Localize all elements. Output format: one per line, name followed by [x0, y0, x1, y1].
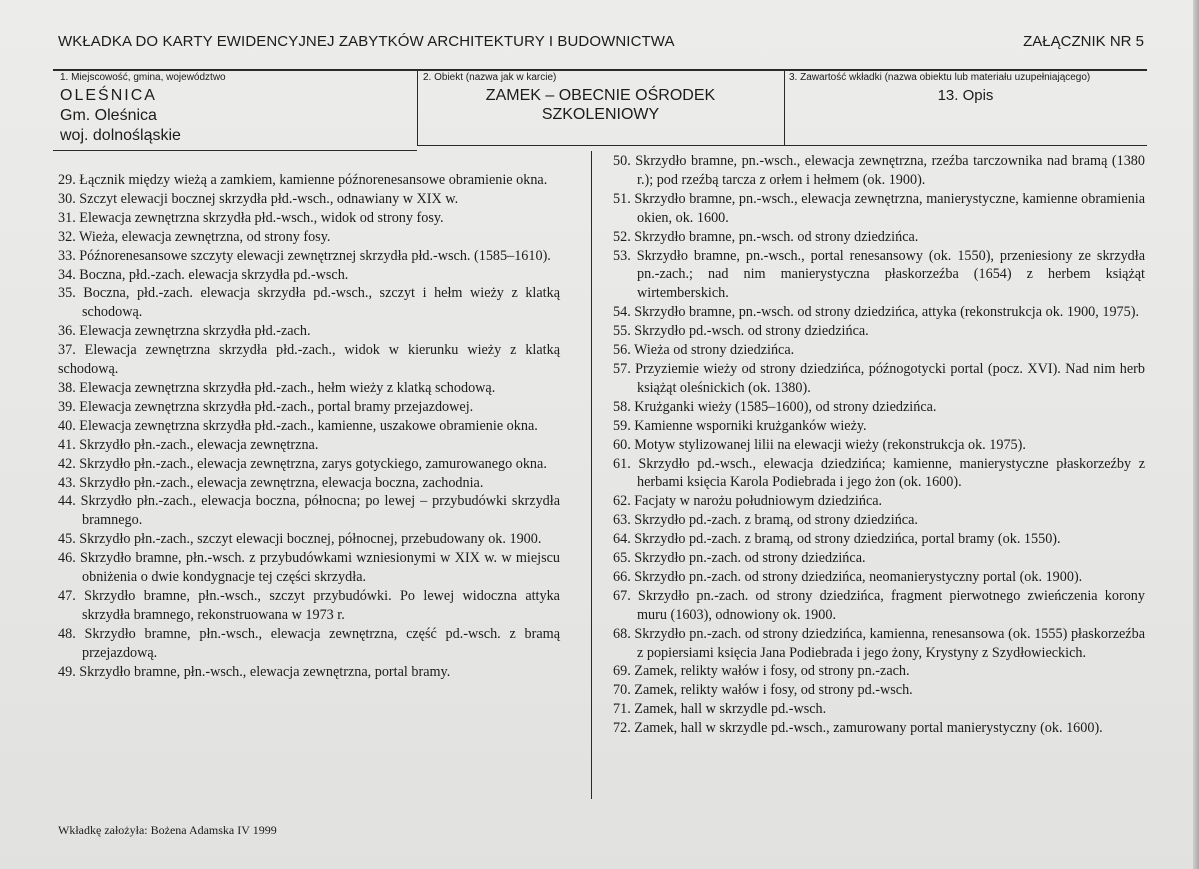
author-note: Wkładkę założyła: Bożena Adamska IV 1999: [58, 823, 277, 837]
header-top-rule: [53, 69, 1147, 71]
list-item: 72. Zamek, hall w skrzydle pd.-wsch., zamurowany portal manierystyczny (ok. 1600).: [613, 720, 1103, 737]
object-name-line2: SZKOLENIOWY: [541, 106, 660, 123]
list-item: 45. Skrzydło płn.-zach., szczyt elewacji bocznej, północnej, przebudowany ok. 1900.: [58, 531, 542, 548]
list-item: 63. Skrzydło pd.-zach. z bramą, od strony dziedzińca.: [613, 512, 918, 529]
field1-label: 1. Miejscowość, gmina, województwo: [60, 72, 226, 83]
photo-list-left: [58, 171, 560, 681]
header-bottom-rule: [417, 145, 1147, 146]
list-item: 64. Skrzydło pd.-zach. z bramą, od strony dziedzińca, portal bramy (ok. 1550).: [613, 531, 1061, 548]
field-divider-2: [784, 70, 785, 146]
form-title: WKŁADKA DO KARTY EWIDENCYJNEJ ZABYTKÓW ARCHITEKTURY I BUDOWNICTWA: [58, 33, 675, 50]
list-item: 34. Boczna, płd.-zach. elewacja skrzydła pd.-wsch.: [58, 266, 349, 283]
list-item: 43. Skrzydło płn.-zach., elewacja zewnętrzna, elewacja boczna, zachodnia.: [58, 474, 484, 491]
contents-value: 13. Opis: [937, 87, 994, 104]
list-item: 30. Szczyt elewacji bocznej skrzydła płd.-wsch., odnawiany w XIX w.: [58, 190, 459, 207]
photo-list-right: [613, 152, 1145, 738]
list-item: 38. Elewacja zewnętrzna skrzydła płd.-zach., hełm wieży z klatką schodową.: [58, 379, 496, 396]
list-item: 32. Wieża, elewacja zewnętrzna, od strony fosy.: [58, 228, 331, 245]
list-item: 66. Skrzydło pn.-zach. od strony dziedzińca, neomanierystyczny portal (ok. 1900).: [613, 568, 1083, 585]
list-item: 29. Łącznik między wieżą a zamkiem, kamienne późnorenesansowe obramienie okna.: [58, 172, 548, 188]
list-item: 52. Skrzydło bramne, pn.-wsch. od strony dziedzińca.: [613, 228, 919, 245]
field3-label: 3. Zawartość wkładki (nazwa obiektu lub materiału uzupełniającego): [789, 72, 1091, 83]
list-item: 31. Elewacja zewnętrzna skrzydła płd.-wsch., widok od strony fosy.: [58, 209, 444, 226]
list-item: 69. Zamek, relikty wałów i fosy, od strony pn.-zach.: [613, 663, 910, 680]
list-item: 53. Skrzydło bramne, pn.-wsch., portal renesansowy (ok. 1550), przeniesiony ze skrzydła pn.-zach.; nad nim manierystyczna płaskorzeźba (1654) z herbem książąt wirtemberskich.: [613, 247, 1145, 302]
list-item: 70. Zamek, relikty wałów i fosy, od strony pd.-wsch.: [613, 682, 913, 699]
list-item: 36. Elewacja zewnętrzna skrzydła płd.-zach.: [58, 323, 311, 340]
list-item: 44. Skrzydło płn.-zach., elewacja boczna, północna; po lewej – przybudówki skrzydła bramnego.: [58, 493, 560, 529]
list-item: 57. Przyziemie wieży od strony dziedzińca, późnogotycki portal (pocz. XVI). Nad nim herb książąt oleśnickich (ok. 1380).: [613, 360, 1145, 396]
list-item: 50. Skrzydło bramne, pn.-wsch., elewacja zewnętrzna, rzeźba tarczownika nad bramą (1380 r.); pod rzeźbą tarcza z orłem i hełmem (ok. 1900).: [613, 153, 1145, 188]
card-edge: [1193, 0, 1199, 869]
list-item: 39. Elewacja zewnętrzna skrzydła płd.-zach., portal bramy przejazdowej.: [58, 398, 474, 415]
column-divider: [591, 151, 592, 799]
list-item: 49. Skrzydło bramne, płn.-wsch., elewacja zewnętrzna, portal bramy.: [58, 663, 451, 680]
province-name: woj. dolnośląskie: [60, 127, 181, 144]
list-item: 71. Zamek, hall w skrzydle pd.-wsch.: [613, 701, 827, 718]
list-item: 55. Skrzydło pd.-wsch. od strony dziedzińca.: [613, 323, 869, 340]
field1-underline: [53, 150, 417, 151]
annex-number: ZAŁĄCZNIK NR 5: [1023, 33, 1144, 50]
list-item: 35. Boczna, płd.-zach. elewacja skrzydła pd.-wsch., szczyt i hełm wieży z klatką schodową.: [58, 285, 560, 321]
list-item: 41. Skrzydło płn.-zach., elewacja zewnętrzna.: [58, 436, 319, 453]
list-item: 60. Motyw stylizowanej lilii na elewacji wieży (rekonstrukcja ok. 1975).: [613, 436, 1026, 453]
list-item: 67. Skrzydło pn.-zach. od strony dziedzińca, fragment pierwotnego zwieńczenia korony muru (1603), odnowiony ok. 1900.: [613, 587, 1145, 623]
town-name: OLEŚNICA: [60, 87, 157, 104]
list-item: 33. Późnorenesansowe szczyty elewacji zewnętrznej skrzydła płd.-wsch. (1585–1610).: [58, 247, 551, 264]
list-item: 59. Kamienne wsporniki krużganków wieży.: [613, 417, 867, 434]
list-item: 46. Skrzydło bramne, płn.-wsch. z przybudówkami wzniesionymi w XIX w. w miejscu obniżenia o dwie kondygnacje tej części skrzydła.: [58, 550, 560, 586]
list-item: 68. Skrzydło pn.-zach. od strony dziedzińca, kamienna, renesansowa (ok. 1555) płaskorzeźba z popiersiami księcia Jana Podiebrada i jego żony, Krystyny z Szydłowieckich.: [613, 625, 1145, 661]
list-item: 61. Skrzydło pd.-wsch., elewacja dziedzińca; kamienne, manierystyczne płaskorzeźby z herbami księcia Karola Podiebrada i jego żon (ok. 1600).: [613, 455, 1145, 491]
list-item: 42. Skrzydło płn.-zach., elewacja zewnętrzna, zarys gotyckiego, zamurowanego okna.: [58, 455, 547, 472]
list-item: 40. Elewacja zewnętrzna skrzydła płd.-zach., kamienne, uszakowe obramienie okna.: [58, 417, 538, 434]
commune-name: Gm. Oleśnica: [60, 107, 157, 124]
list-item: 54. Skrzydło bramne, pn.-wsch. od strony dziedzińca, attyka (rekonstrukcja ok. 1900, 1975).: [613, 304, 1139, 321]
field2-label: 2. Obiekt (nazwa jak w karcie): [423, 72, 557, 83]
list-item: 65. Skrzydło pn.-zach. od strony dziedzińca.: [613, 550, 866, 567]
list-item: 56. Wieża od strony dziedzińca.: [613, 342, 795, 359]
list-item: 47. Skrzydło bramne, płn.-wsch., szczyt przybudówki. Po lewej widoczna attyka skrzydła bramnego, rekonstruowana w 1973 r.: [58, 587, 560, 623]
list-item: 51. Skrzydło bramne, pn.-wsch., elewacja zewnętrzna, manierystyczne, kamienne obramienia okien, ok. 1600.: [613, 190, 1145, 226]
list-item: 48. Skrzydło bramne, płn.-wsch., elewacja zewnętrzna, część pd.-wsch. z bramą przejazdową.: [58, 625, 560, 661]
object-name-line1: ZAMEK – OBECNIE OŚRODEK: [485, 87, 716, 104]
list-item: 58. Krużganki wieży (1585–1600), od strony dziedzińca.: [613, 398, 937, 415]
list-item: 37. Elewacja zewnętrzna skrzydła płd.-zach., widok w kierunku wieży z klatką schodową.: [58, 342, 560, 378]
list-item: 62. Facjaty w narożu południowym dziedzińca.: [613, 493, 883, 510]
